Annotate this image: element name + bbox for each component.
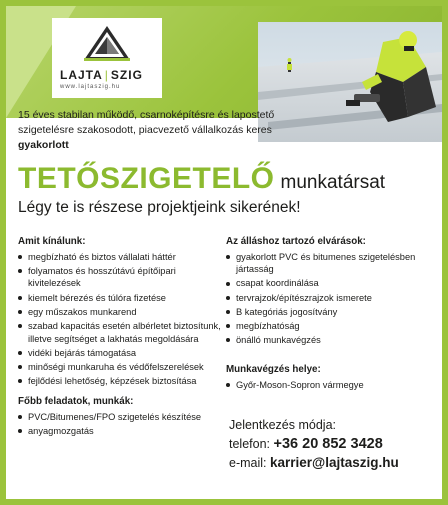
tagline: Légy te is részese projektjeink sikerének!	[18, 199, 301, 216]
email-link[interactable]: karrier@lajtaszig.hu	[270, 455, 399, 470]
intro-body: 15 éves stabilan működő, csarnoképítésre és lapostető szigetelésre szakosodott, piacvezető vállalkozás keres	[18, 109, 275, 136]
left-column	[18, 236, 228, 439]
contact-email-line	[229, 455, 441, 470]
logo	[52, 18, 162, 98]
list-item: B kategóriás jogosítvány	[226, 306, 436, 319]
logo-mark-icon	[82, 24, 132, 62]
tasks-title: Főbb feladatok, munkák:	[18, 396, 134, 408]
list-item: vidéki bejárás támogatása	[18, 347, 228, 360]
job-title-main: TETŐSZIGETELŐ	[18, 162, 275, 195]
logo-separator: |	[104, 68, 109, 82]
logo-url: www.lajtaszig.hu	[60, 84, 121, 90]
list-item: PVC/Bitumenes/FPO szigetelés készítése	[18, 411, 228, 424]
list-item: szabad kapacitás esetén albérletet biztosítunk, illetve segítséget a lakhatás megoldására	[18, 320, 228, 345]
list-item: Győr-Moson-Sopron vármegye	[226, 379, 436, 392]
intro-text	[18, 108, 288, 153]
list-item: megbízható és biztos vállalati háttér	[18, 251, 228, 264]
location-list	[226, 379, 436, 392]
list-item: kiemelt bérezés és túlóra fizetése	[18, 292, 228, 305]
contact-phone-line	[229, 436, 441, 452]
list-item: fejlődési lehetőség, képzések biztosítása	[18, 375, 228, 388]
logo-name-part1: LAJTA	[60, 68, 103, 82]
list-item: gyakorlott PVC és bitumenes szigetelésben jártasság	[226, 251, 436, 276]
tasks-list	[18, 411, 228, 438]
list-item: megbízhatóság	[226, 320, 436, 333]
offer-title: Amit kínálunk:	[18, 236, 86, 247]
offer-list	[18, 251, 228, 388]
email-label: e-mail:	[229, 456, 267, 470]
requirements-title: Az álláshoz tartozó elvárások:	[226, 236, 366, 247]
list-item: tervrajzok/építészrajzok ismerete	[226, 292, 436, 305]
phone-label: telefon:	[229, 437, 271, 451]
job-title-sub: munkatársat	[280, 172, 386, 193]
list-item: önálló munkavégzés	[226, 334, 436, 347]
job-title	[18, 162, 438, 196]
list-item: folyamatos és hosszútávú építőipari kivitelezések	[18, 265, 228, 290]
intro-highlight: gyakorlott	[18, 139, 69, 151]
list-item: minőségi munkaruha és védőfelszerelések	[18, 361, 228, 374]
requirements-list	[226, 251, 436, 347]
logo-name-part2: SZIG	[110, 68, 143, 82]
contact-block	[229, 418, 441, 473]
phone-link[interactable]: +36 20 852 3428	[273, 436, 383, 452]
logo-name	[60, 68, 160, 82]
list-item: anyagmozgatás	[18, 425, 228, 438]
list-item: egy műszakos munkarend	[18, 306, 228, 319]
contact-title: Jelentkezés módja:	[229, 418, 337, 432]
right-column	[226, 236, 436, 393]
location-title: Munkavégzés helye:	[226, 364, 321, 376]
list-item: csapat koordinálása	[226, 277, 436, 290]
